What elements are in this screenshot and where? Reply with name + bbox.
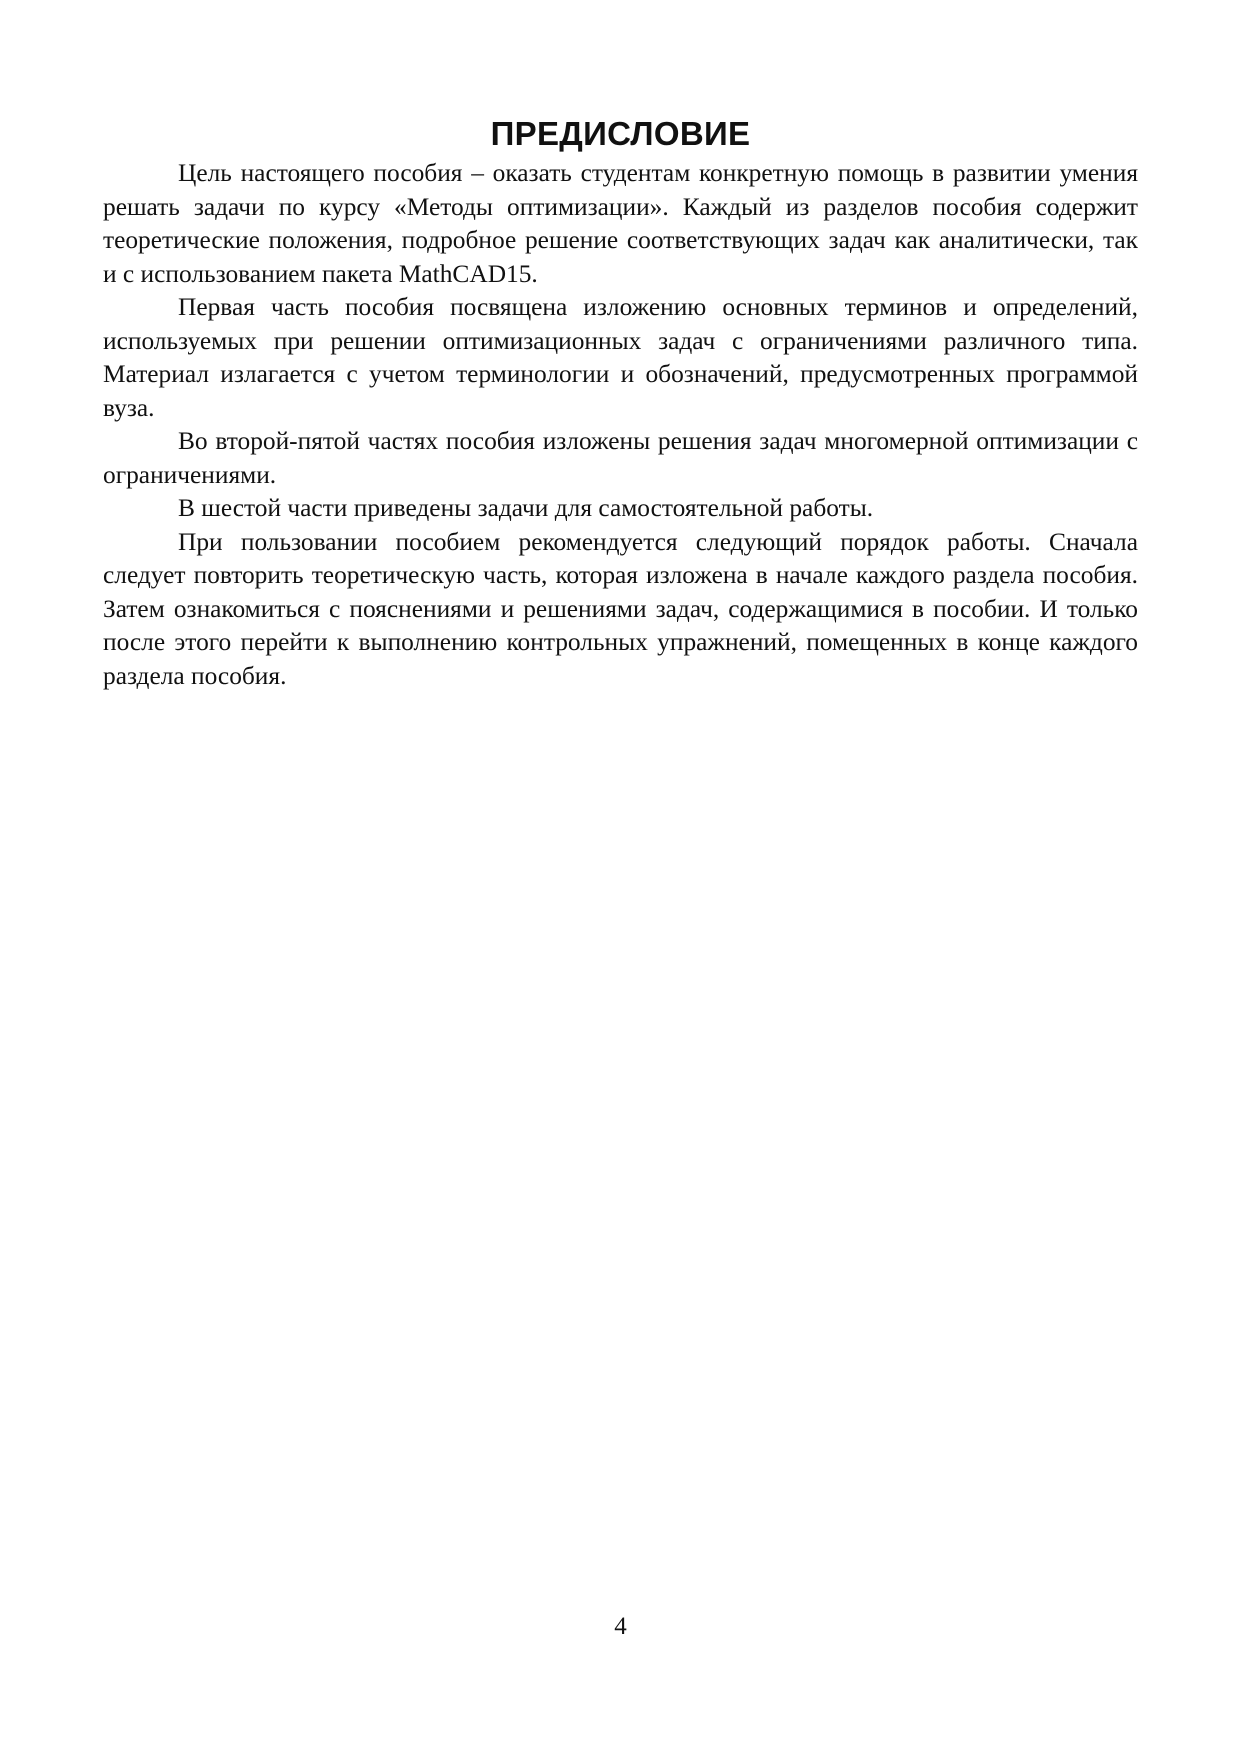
page-number: 4 bbox=[614, 1613, 627, 1640]
paragraph-parts-two-to-five: Во второй-пятой частях пособия изложены решения задач многомерной оптимизации с ограничениями. bbox=[103, 427, 1138, 489]
paragraph-part-one: Первая часть пособия посвящена изложению основных терминов и определений, используемых при решении оптимизационных задач с ограничениями различного типа. Материал излагается с учетом терминологии и обозначений, предусмотренных программой вуза. bbox=[103, 293, 1138, 422]
preface-body bbox=[103, 157, 1138, 693]
page-title: ПРЕДИСЛОВИЕ bbox=[490, 115, 751, 152]
paragraph-purpose: Цель настоящего пособия – оказать студентам конкретную помощь в развитии умения решать задачи по курсу «Методы оптимизации». Каждый из разделов пособия содержит теоретические положения, подробное решение соответствующих задач как аналитически, так и с использованием пакета MathCAD15. bbox=[103, 159, 1138, 288]
paragraph-part-six: В шестой части приведены задачи для самостоятельной работы. bbox=[178, 494, 874, 522]
paragraph-usage-order: При пользовании пособием рекомендуется следующий порядок работы. Сначала следует повторить теоретическую часть, которая изложена в начале каждого раздела пособия. Затем ознакомиться с пояснениями и решениями задач, содержащимися в пособии. И только после этого перейти к выполнению контрольных упражнений, помещенных в конце каждого раздела пособия. bbox=[103, 527, 1138, 690]
